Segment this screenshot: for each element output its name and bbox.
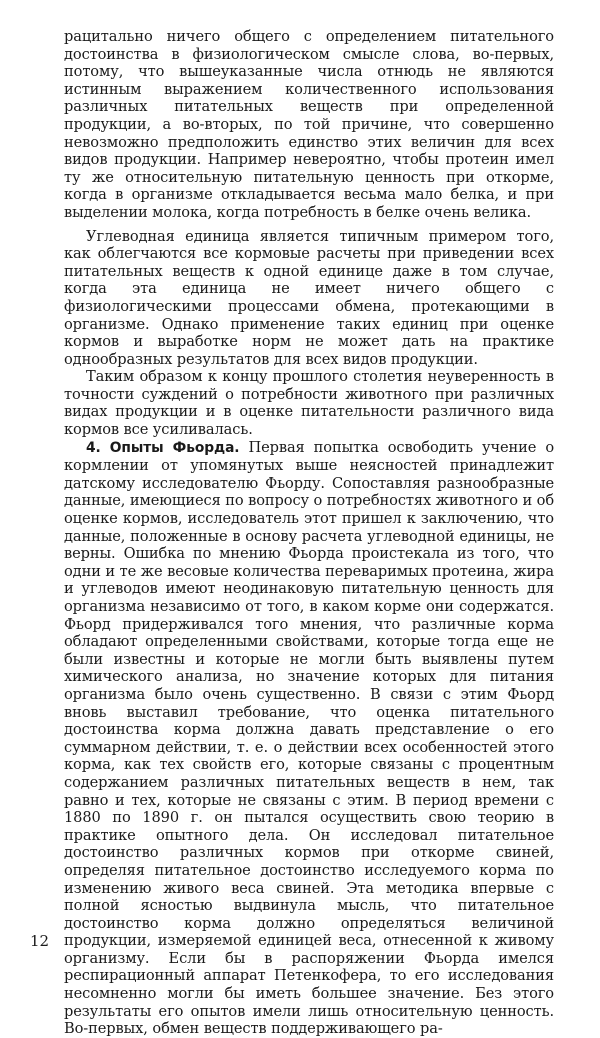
paragraph-fjord-experiments	[64, 439, 554, 1038]
section-heading: 4. Опыты Фьорда.	[86, 439, 240, 456]
page-number: 12	[30, 932, 50, 950]
paragraph-carbohydrate-unit: Углеводная единица является типичным примером того, как облегчаются все кормовые расчеты при приведении всех питательных веществ к одной единице даже в том случае, когда эта единица не имеет ничего общего с физиологическими процессами обмена, протекающими в организме. Однако применение таких единиц при оценке кормов и выработке норм не может дать на практике однообразных результатов для всех видов продукции.	[64, 227, 554, 368]
paragraph-continuation: рацитально ничего общего с определением питательного достоинства в физиологическом смысле слова, во-первых, потому, что вышеуказанные числа отнюдь не являются истинным выражением количественного использования различных питательных веществ при определенной продукции, а во-вторых, по той причине, что совершенно невозможно предположить единство этих величин для всех видов продукции. Например невероятно, чтобы протеин имел ту же относительную питательную ценность при откорме, когда в организме откладывается весьма мало белка, и при выделении молока, когда потребность в белке очень велика.	[64, 28, 554, 221]
section-body: Первая попытка освободить учение о кормлении от упомянутых выше неясностей принадлежит датскому исследователю Фьорду. Сопоставляя разнообразные данные, имеющиеся по вопросу о потребностях животного и об оценке кормов, исследователь этот пришел к заключению, что данные, положенные в основу расчета углеводной единицы, не верны. Ошибка по мнению Фьорда проистекала из того, что одни и те же весовые количества переваримых протеина, жира и углеводов имеют неодинаковую питательную ценность для организма независимо от того, в каком корме они содержатся. Фьорд придерживался того мнения, что различные корма обладают определенными свойствами, которые тогда еще не были известны и которые не могли быть выявлены путем химического анализа, но значение которых для питания организма было очень существенно. В связи с этим Фьорд вновь выставил требование, что оценка питательного достоинства корма должна давать представление о его суммарном действии, т. е. о действии всех особенностей этого корма, как тех свойств его, которые связаны с процентным содержанием различных питательных веществ в нем, так равно и тех, которые не связаны с этим. В период времени с 1880 по 1890 г. он пытался осуществить свою теорию в практике опытного дела. Он исследовал питательное достоинство различных кормов при откорме свиней, определяя питательное достоинство исследуемого корма по изменению живого веса свиней. Эта методика впервые с полной ясностью выдвинула мысль, что питательное достоинство корма должно определяться величиной продукции, измеряемой единицей веса, отнесенной к живому организму. Если бы в распоряжении Фьорда имелся респирационный аппарат Петенкофера, то его исследования несомненно могли бы иметь большее значение. Без этого результаты его опытов имели лишь относительную ценность. Во-первых, обмен веществ поддерживающего ра-	[64, 438, 555, 1038]
paragraph-uncertainty: Таким образом к концу прошлого столетия неуверенность в точности суждений о потребности животного при различных видах продукции и в оценке питательности различного вида кормов все усиливалась.	[64, 368, 554, 439]
page-body	[64, 28, 554, 1038]
